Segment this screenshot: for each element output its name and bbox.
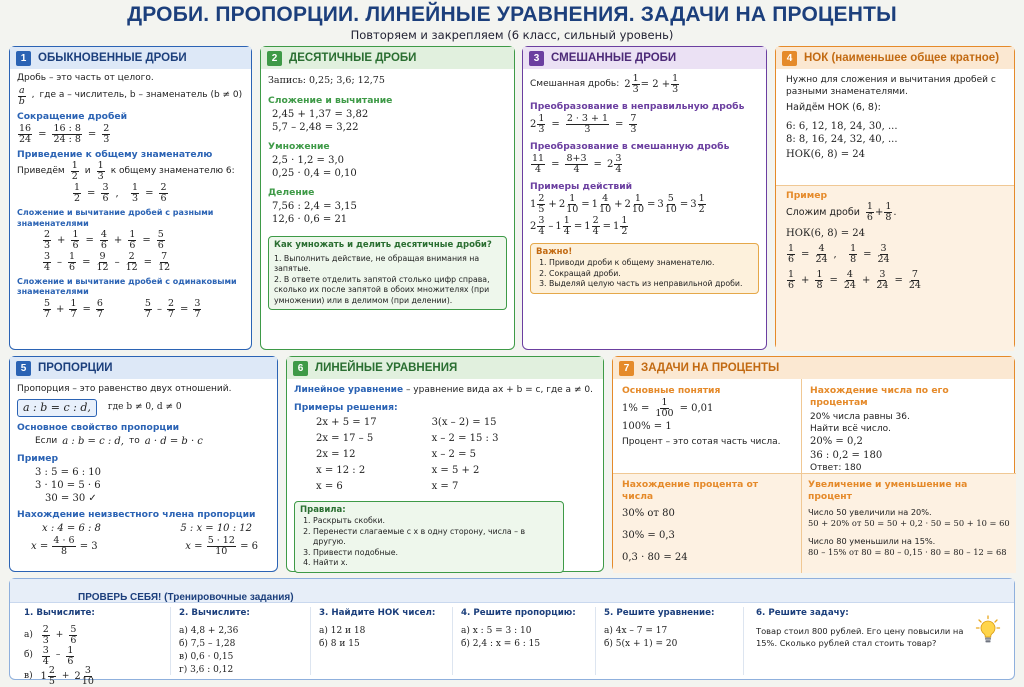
section-title: ЗАДАЧИ НА ПРОЦЕНТЫ (641, 362, 780, 374)
lcm-example-panel (776, 185, 1014, 351)
exercise-item: в) 0,6 · 0,15 (179, 651, 234, 662)
to-improper-example: 2 1 3 = 2 · 3 + 1 3 = 7 3 (530, 112, 637, 135)
solution-step: x = 12 : 2 (316, 464, 366, 476)
fraction-notation: a b , где a – числитель, b – знаменатель (b ≠ 0) (18, 84, 243, 107)
section-number: 5 (16, 361, 31, 376)
section-number: 3 (529, 51, 544, 66)
note-item: 1. Раскрыть скобки. (313, 516, 558, 527)
section-common-fractions (9, 46, 252, 350)
section-percent-problems (612, 356, 1015, 572)
section-mixed-fractions (522, 46, 767, 350)
exercise-item: а) 4x – 7 = 17 (604, 625, 668, 636)
exercise-item: б) 2,4 : x = 6 : 15 (461, 638, 541, 649)
common-denominator-text: Приведём 1 2 и 1 3 к общему знаменателю 6: (17, 160, 235, 183)
page-header (0, 3, 1024, 42)
page-title: ДРОБИ. ПРОПОРЦИИ. ЛИНЕЙНЫЕ УРАВНЕНИЯ. ЗАДАЧИ НА ПРОЦЕНТЫ (127, 3, 897, 26)
add-sub-same-example: 5 7 + 1 7 = 6 7 5 7 – 2 7 = 3 7 (44, 297, 201, 320)
section-proportions (9, 356, 278, 572)
fraction-definition: Дробь – это часть от целого. (17, 73, 154, 83)
exercise-item: а) 12 и 18 (319, 625, 366, 636)
add-sub-heading: Сложение и вычитание (268, 95, 393, 107)
linear-definition: Линейное уравнение – уравнение вида ax + b = c, где a ≠ 0. (294, 385, 593, 395)
exercise-heading: 1. Вычислите: (24, 608, 95, 618)
mul-example-2: 0,25 · 0,4 = 0,10 (272, 168, 357, 180)
section-number: 6 (293, 361, 308, 376)
increase-decrease-panel (801, 473, 1016, 573)
note-rule-2: 2. В ответе отделить запятой столько цифр справа, сколько их после запятой в обоих множителях (при умножении) или в делимом (при делении). (274, 274, 490, 305)
mixed-definition: Смешанная дробь: 2 1 3 = 2 + 1 3 (530, 73, 679, 95)
section-title: ЛИНЕЙНЫЕ УРАВНЕНИЯ (315, 362, 458, 374)
lcm-example-result: НОК(6, 8) = 24 (786, 227, 866, 239)
exercise-item: г) 3,6 : 0,12 (179, 664, 234, 675)
exercise-item: а) 2 3 + 5 6 (24, 623, 77, 646)
exercise-heading: 6. Решите задачу: (756, 608, 849, 618)
unknown-term-equations: x : 4 = 6 : 8 5 : x = 10 : 12 (42, 522, 252, 534)
proportion-example-1: 3 : 5 = 6 : 10 (35, 466, 102, 478)
percent-of-number-panel (613, 473, 801, 573)
exercise-item: б) 3 4 – 1 6 (24, 644, 74, 667)
find-number-line: Найти всё число. (810, 423, 891, 434)
solution-columns (294, 415, 596, 495)
basic-concepts-panel (613, 379, 801, 473)
note-item: 3. Привести подобные. (313, 548, 558, 559)
increase-calc: 50 + 20% от 50 = 50 + 0,2 · 50 = 50 + 10 = 60 (808, 517, 1010, 528)
note-heading: Важно! (536, 246, 573, 257)
add-different-example: 2 3 + 1 6 = 4 6 + 1 6 = 5 6 (44, 229, 164, 252)
solution-column-2 (432, 415, 499, 495)
solution-step: 2x = 12 (316, 448, 356, 460)
lcm-result: НОК(6, 8) = 24 (786, 148, 866, 160)
find-number-panel (801, 379, 1016, 473)
section-header (776, 47, 1014, 69)
note-item: 2. Перенести слагаемые с x в одну сторону, числа – в другую. (313, 527, 558, 548)
find-number-line: 20% = 0,2 (810, 436, 863, 448)
reduce-example: 16 24 = 16 : 8 24 : 8 = 2 3 (19, 122, 110, 145)
solution-column-1 (316, 415, 377, 495)
solution-step: x = 6 (316, 480, 343, 492)
solution-step: x – 2 = 15 : 3 (431, 432, 499, 444)
exercise-item: а) 4,8 + 2,36 (179, 625, 239, 636)
practice-section (9, 578, 1015, 687)
section-title: СМЕШАННЫЕ ДРОБИ (551, 52, 677, 64)
section-title: НОК (наименьшее общее кратное) (804, 52, 1000, 64)
section-header (261, 47, 514, 69)
decimal-rules-note (268, 236, 507, 310)
to-improper-heading: Преобразование в неправильную дробь (530, 100, 745, 112)
decrease-calc: 80 – 15% от 80 = 80 – 0,15 · 80 = 80 – 12 = 68 (808, 547, 1007, 558)
lcm-find: Найдём НОК (6, 8): (786, 102, 881, 114)
exercise-heading: 3. Найдите НОК чисел: (319, 608, 436, 618)
solution-step: x = 7 (431, 480, 459, 492)
note-heading: Правила: (300, 504, 346, 515)
reduce-heading: Сокращение дробей (17, 110, 128, 122)
proportion-example-2: 3 · 10 = 5 · 6 (35, 479, 101, 491)
unknown-term-solutions: x = $\frac{4 \cdot 6}{8}$ = 3 x = $\frac{5 \cdot 12}{10}$ = 6 (31, 534, 258, 557)
mixed-sub-example: 2 3 4 – 1 1 4 = 1 2 4 = 1 1 2 (530, 214, 628, 237)
exercise-item: в) 1 2 5 + 2 3 10 (24, 665, 94, 687)
find-number-heading: Нахождение числа по его процентам (810, 385, 949, 409)
solution-step: 2x = 17 – 5 (316, 432, 374, 444)
find-number-line: 20% числа равны 36. (810, 411, 910, 422)
section-number: 1 (16, 51, 31, 66)
percent-step: 30% = 0,3 (622, 529, 675, 541)
lcm-example-text: Сложим дроби $\frac{1}{6}$ + $\frac{1}{8}$ . (786, 201, 897, 223)
exercise-4 (452, 607, 592, 675)
exercise-5 (595, 607, 735, 675)
percent-step: 30% от 80 (622, 507, 675, 519)
exercise-heading: 2. Вычислите: (179, 608, 250, 618)
rules-note (294, 501, 564, 573)
find-number-line: 36 : 0,2 = 180 (810, 449, 883, 461)
increase-decrease-heading: Увеличение и уменьшение на процент (808, 479, 968, 503)
exercise-problem-text: Товар стоил 800 рублей. Его цену повысили на 15%. Сколько рублей стал стоить товар? (756, 625, 964, 649)
sub-different-example: 3 4 – 1 6 = 9 12 – 2 12 = 7 12 (44, 251, 171, 274)
section-lcm (775, 46, 1015, 350)
basic-concepts-heading: Основные понятия (622, 385, 721, 396)
division-heading: Деление (268, 187, 315, 199)
section-header (613, 357, 1014, 379)
sub-example: 5,7 – 2,48 = 3,22 (272, 122, 359, 134)
hundred-percent: 100% = 1 (622, 420, 672, 432)
section-title: ОБЫКНОВЕННЫЕ ДРОБИ (38, 52, 187, 64)
practice-title: ПРОВЕРЬ СЕБЯ! (Тренировочные задания) (78, 592, 294, 603)
exercise-heading: 5. Решите уравнение: (604, 608, 715, 618)
note-item: 1. Приводи дроби к общему знаменателю. (549, 258, 753, 269)
note-item: 3. Выделяй целую часть из неправильной дроби. (549, 279, 753, 290)
proportion-property: Если a : b = c : d, то a · d = b · c (35, 435, 203, 447)
div-example-2: 12,6 · 0,6 = 21 (272, 214, 348, 226)
page-subtitle: Повторяем и закрепляем (6 класс, сильный уровень) (350, 28, 674, 42)
solution-step: x = 5 + 2 (431, 464, 480, 476)
mixed-add-example: 1 2 5 + 2 1 10 = 1 4 10 + 2 1 10 = 3 5 10 = 3 1 2 (530, 192, 705, 215)
section-title: ПРОПОРЦИИ (38, 362, 113, 374)
multiples-of-6: 6: 6, 12, 18, 24, 30, ... (786, 120, 898, 132)
section-linear-equations (286, 356, 604, 572)
exercise-item: б) 8 и 15 (319, 638, 360, 649)
exercise-item: а) x : 5 = 3 : 10 (461, 625, 532, 636)
to-mixed-example: 11 4 = 8+3 4 = 2 3 4 (532, 152, 622, 175)
note-item: 2. Сокращай дроби. (549, 269, 753, 280)
proportion-formula: a : b = c : d, где b ≠ 0, d ≠ 0 (17, 399, 270, 417)
section-number: 2 (267, 51, 282, 66)
exercise-1 (24, 607, 164, 687)
section-number: 7 (619, 361, 634, 376)
percent-step: 0,3 · 80 = 24 (622, 551, 688, 563)
find-number-answer: Ответ: 180 (810, 463, 862, 474)
solution-step: 2x + 5 = 17 (316, 416, 377, 428)
one-percent-definition: 1% = $\frac{1}{100}$ = 0,01 (622, 396, 714, 419)
common-denominator-example: 1 2 = 3 6 , 1 3 = 2 6 (74, 182, 167, 205)
section-decimal-fractions (260, 46, 515, 350)
div-example-1: 7,56 : 2,4 = 3,15 (272, 201, 357, 213)
exercise-2 (170, 607, 310, 675)
mul-example-1: 2,5 · 1,2 = 3,0 (272, 155, 344, 167)
proportion-example-3: 30 = 30 ✓ (45, 492, 97, 504)
section-title: ДЕСЯТИЧНЫЕ ДРОБИ (289, 52, 417, 64)
section-header (287, 357, 603, 379)
decrease-text: Число 80 уменьшили на 15%. (808, 536, 936, 547)
note-rule-1: 1. Выполнить действие, не обращая внимания на запятые. (274, 253, 480, 274)
exercise-item: б) 5(x + 1) = 20 (604, 638, 678, 649)
common-denominator-heading: Приведение к общему знаменателю (17, 148, 213, 160)
solution-step: 3(x – 2) = 15 (431, 416, 497, 428)
percent-of-number-heading: Нахождение процента от числа (622, 479, 759, 502)
lcm-intro: Нужно для сложения и вычитания дробей с разными знаменателями. (786, 75, 996, 97)
section-header (10, 357, 277, 379)
exercise-heading: 4. Решите пропорцию: (461, 608, 576, 618)
solution-step: x – 2 = 5 (431, 448, 477, 460)
to-mixed-heading: Преобразование в смешанную дробь (530, 140, 730, 152)
exercise-6 (743, 607, 973, 675)
add-sub-different-heading: Сложение и вычитание дробей с разными знаменателями (17, 208, 214, 228)
important-note (530, 243, 759, 294)
multiplication-heading: Умножение (268, 141, 330, 153)
section-header (10, 47, 251, 69)
practice-header (10, 579, 1014, 603)
unknown-term-heading: Нахождение неизвестного члена пропорции (17, 508, 256, 520)
multiples-of-8: 8: 8, 16, 24, 32, 40, ... (786, 133, 898, 145)
solutions-heading: Примеры решения: (294, 401, 398, 413)
examples-heading: Примеры действий (530, 180, 633, 192)
example-heading: Пример (17, 452, 59, 464)
increase-text: Число 50 увеличили на 20%. (808, 506, 932, 517)
note-item: 4. Найти x. (313, 558, 558, 569)
lcm-conversion: 1 6 = 4 24 , 1 8 = 3 24 (788, 242, 890, 265)
lcm-sum: 1 6 + 1 8 = 4 24 + 3 24 = 7 24 (788, 268, 921, 291)
note-heading: Как умножать и делить десятичные дроби? (274, 240, 492, 251)
add-example: 2,45 + 1,37 = 3,82 (272, 109, 369, 121)
section-header (523, 47, 766, 69)
decimal-record: Запись: 0,25; 3,6; 12,75 (268, 75, 385, 86)
example-heading: Пример (786, 190, 828, 201)
add-sub-same-heading: Сложение и вычитание дробей с одинаковыми знаменателями (17, 277, 237, 297)
proportion-definition: Пропорция – это равенство двух отношений. (17, 384, 232, 394)
percent-definition: Процент – это сотая часть числа. (622, 436, 781, 447)
exercise-item: б) 7,5 – 1,28 (179, 638, 236, 649)
lightbulb-icon (976, 615, 1000, 645)
section-number: 4 (782, 51, 797, 66)
exercise-3 (310, 607, 450, 675)
property-heading: Основное свойство пропорции (17, 421, 180, 433)
